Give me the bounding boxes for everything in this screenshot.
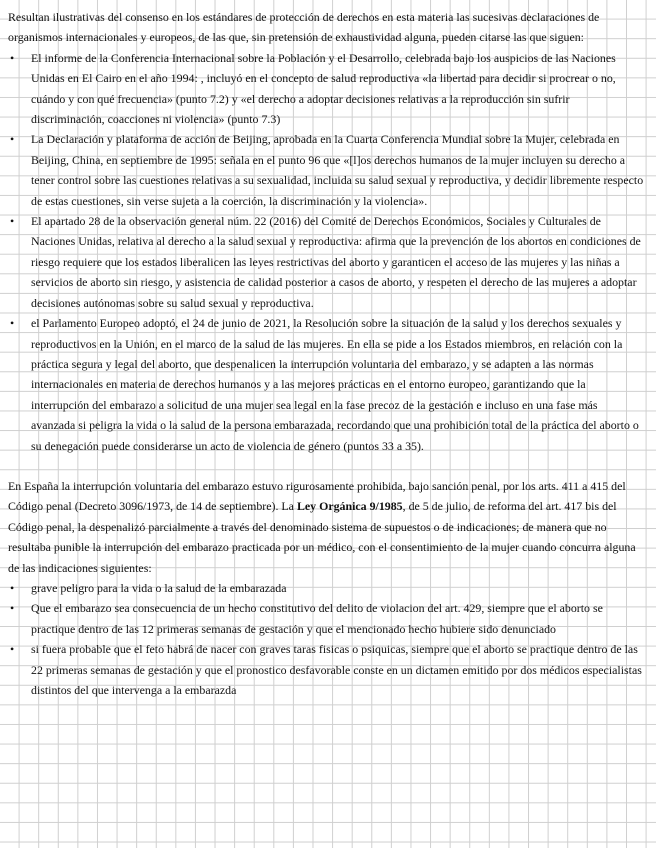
list-item-text: si fuera probable que el feto habrá de nacer con graves taras fisicas o psiquicas, siempre que el aborto se practique dentro de las 22 primeras semanas de gestación y que el pronostico desfavorable conste en un dictamen emitido por dos médicos especialistas distintos del que intervenga a la embarazda — [31, 642, 642, 697]
bullet-marker: • — [10, 50, 15, 65]
list-item-un-committee-observation — [8, 211, 644, 313]
bullet-marker: • — [10, 601, 15, 616]
paragraph-text: , de 5 de julio, de reforma del art. 417 bis del Código penal, la despenalizó parcialmente a través del denominado sistema de supuestos o de indicaciones; de manera que no resultaba punible la interrupción del embarazo practicada por un médico, con el consentimiento de la mujer cuando concurra alguna de las indicaciones siguientes: — [8, 499, 636, 575]
spain-history-paragraph — [8, 476, 644, 578]
list-item-fetal-indication — [8, 639, 644, 700]
international-declarations-list — [8, 48, 644, 456]
list-item-rape-indication — [8, 598, 644, 639]
bullet-marker: • — [10, 214, 15, 229]
bullet-marker: • — [10, 316, 15, 331]
law-reference: Ley Orgánica 9/1985 — [296, 499, 403, 514]
list-item-text: Que el embarazo sea consecuencia de un hecho constitutivo del delito de violacion del art. 429, siempre que el aborto se practique dentro de las 12 primeras semanas de gestación y que el mencionado hecho hubiere sido denunciado — [31, 601, 603, 636]
list-item-text: grave peligro para la vida o la salud de la embarazada — [31, 580, 287, 595]
list-item-cairo-conference — [8, 48, 644, 130]
list-item-text: El apartado 28 de la observación general núm. 22 (2016) del Comité de Derechos Económicos, Sociales y Culturales de Naciones Unidas, relativa al derecho a la salud sexual y reproductiva: afirma que la prevención de los abortos en condiciones de riesgo requiere que los estados liberalicen las leyes restrictivas del aborto y garanticen el acceso de las mujeres y las niñas a servicios de aborto sin riesgo, y asistencia de calidad posterior a casos de aborto, y respeten el derecho de las mujeres a adoptar decisiones autónomas sobre su salud sexual y reproductiva. — [31, 214, 641, 310]
paragraph-spacer — [8, 456, 644, 476]
document-page — [8, 7, 644, 700]
bullet-marker: • — [10, 132, 15, 147]
bullet-marker: • — [10, 642, 15, 657]
list-item-text: el Parlamento Europeo adoptó, el 24 de junio de 2021, la Resolución sobre la situación de la salud y los derechos sexuales y reproductivos en la Unión, en el marco de la salud de las mujeres. En ella se pide a los Estados miembros, en relación con la práctica segura y legal del aborto, que despenalicen la interrupción voluntaria del embarazo, y se adapten a las normas internacionales en materia de derechos humanos y a las mejores prácticas en el entorno europeo, garantizando que la interrupción del embarazo a solicitud de una mujer sea legal en la fase precoz de la gestación e incluso en una fase más avanzada si peligra la vida o la salud de la persona embarazada, recordando que una prohibición total de la práctica del aborto o su denegación puede considerarse un acto de violencia de género (puntos 33 a 35). — [31, 316, 639, 453]
list-item-health-risk — [8, 578, 644, 598]
bullet-marker: • — [10, 580, 15, 595]
list-item-european-parliament-resolution — [8, 313, 644, 456]
list-item-text: El informe de la Conferencia Internacional sobre la Población y el Desarrollo, celebrada bajo los auspicios de las Naciones Unidas en El Cairo en el año 1994: , incluyó en el concepto de salud reproductiva «la libertad para decidir si procrear o no, cuándo y con qué frecuencia» (punto 7.2) y «el derecho a adoptar decisiones relativas a la reproducción sin sufrir discriminación, coacciones ni violencia» (punto 7.3) — [31, 50, 616, 127]
list-item-beijing-declaration — [8, 129, 644, 211]
intro-paragraph: Resultan ilustrativas del consenso en los estándares de protección de derechos en esta materia las sucesivas declaraciones de organismos internacionales y europeos, de las que, sin pretensión de exhaustividad alguna, pueden citarse las que siguen: — [8, 10, 600, 45]
indications-list — [8, 578, 644, 700]
paragraph-text: En España la interrupción voluntaria del embarazo estuvo rigurosamente prohibida, bajo sanción penal, por los arts. 411 a 415 del Código penal (Decreto 3096/1973, de 14 de septiembre). La — [8, 478, 626, 514]
list-item-text: La Declaración y plataforma de acción de Beijing, aprobada en la Cuarta Conferencia Mundial sobre la Mujer, celebrada en Beijing, China, en septiembre de 1995: señala en el punto 96 que «[l]os derechos humanos de la mujer incluyen su derecho a tener control sobre las cuestiones relativas a su sexualidad, incluida su salud sexual y reproductiva, y decidir libremente respecto de estas cuestiones, sin verse sujeta a la coerción, la discriminación y la violencia». — [31, 132, 644, 208]
